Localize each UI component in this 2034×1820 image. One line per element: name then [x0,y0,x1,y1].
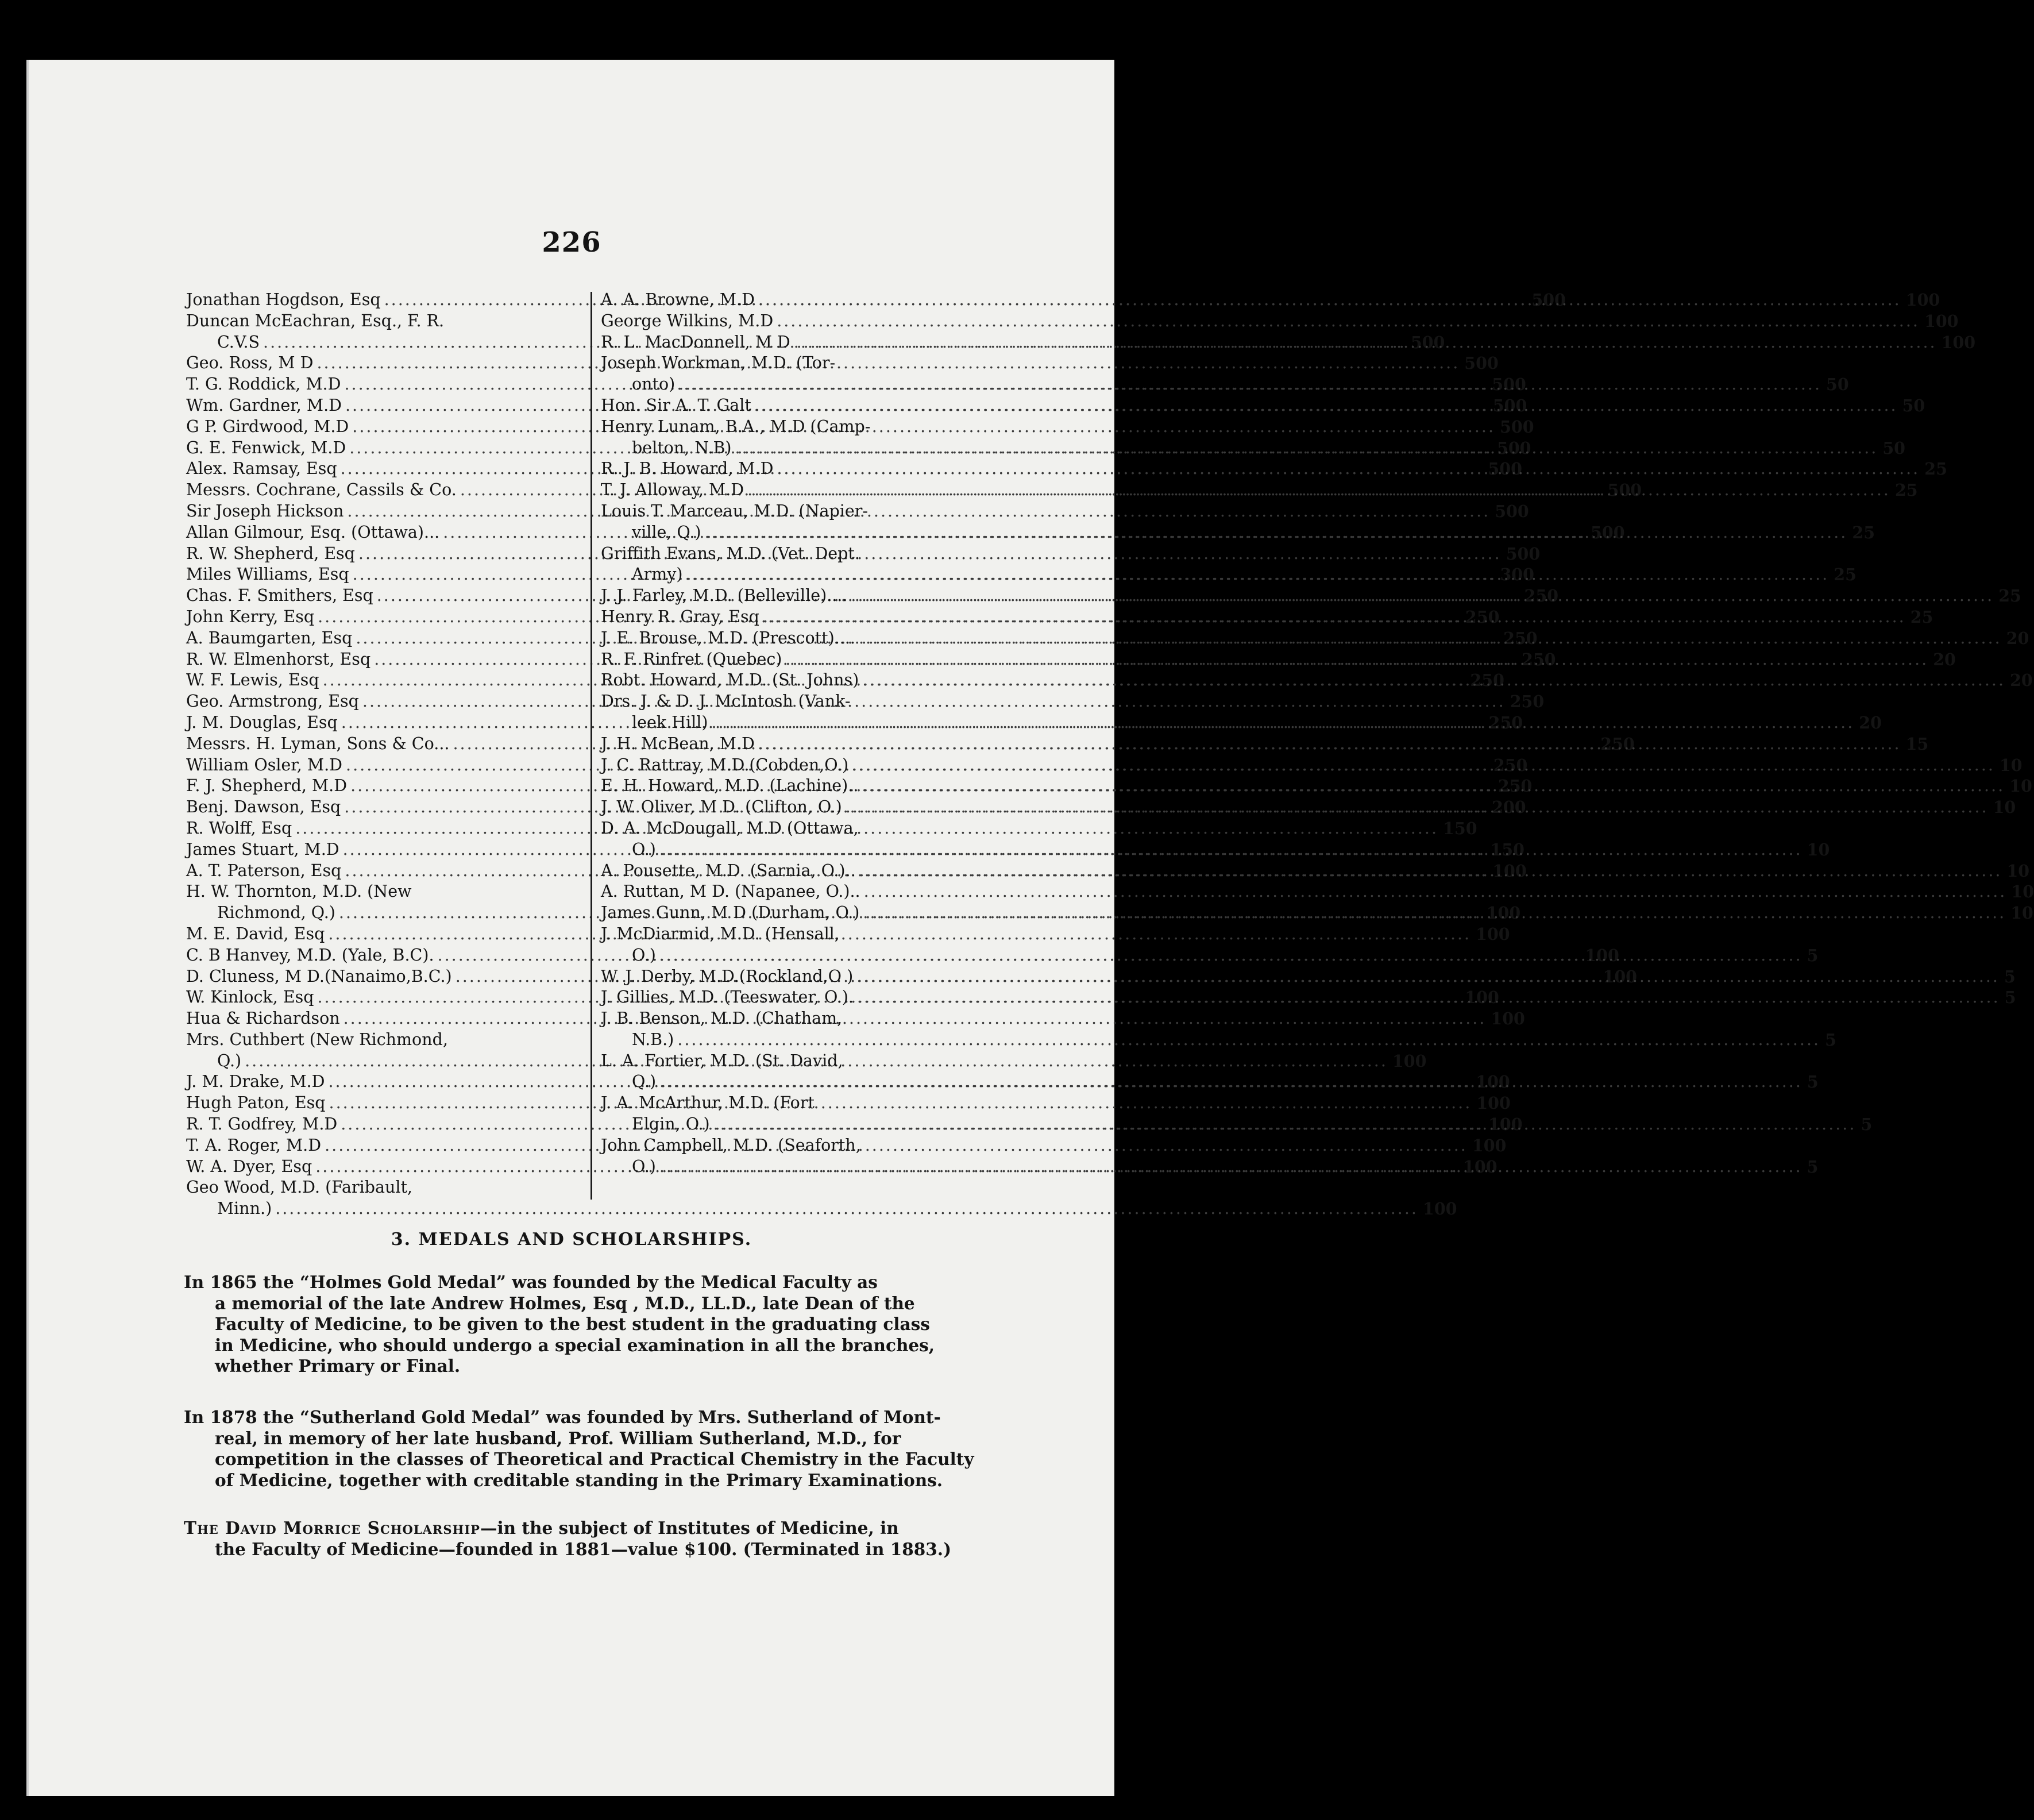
paragraph-line: in Medicine, who should undergo a special examination in all the branches, [215,1335,935,1355]
scholarship-text: —in the subject of Institutes of Medicine, in [480,1518,899,1538]
name-line [186,1198,1418,1220]
subscription-amount: 500 [1591,522,1625,542]
subscriber-name [601,776,2005,797]
dot-leader [846,797,1989,818]
subscription-amount: 100 [1422,1199,1457,1219]
name-text: Benj. Dawson, Esq [186,797,341,817]
subscription-amount: 50 [1826,375,1849,395]
dot-leader [747,480,1890,501]
subscription-entry [601,881,2034,903]
name-line [601,1135,1803,1156]
name-text: R. T. Godfrey, M.D [186,1115,338,1134]
subscriber-name [601,1008,1820,1051]
subscription-amount: 500 [1492,395,1527,415]
name-line [601,881,2006,903]
subscription-amount: 100 [1585,945,1619,965]
subscriber-name [601,861,2002,882]
dot-leader [777,311,1920,332]
subscription-amount: 25 [1894,480,1918,500]
name-text: R. J. B. Howard, M.D [601,459,774,479]
subscriber-name [601,628,2002,649]
name-text: C.V.S [217,332,260,352]
subscription-amount: 250 [1600,734,1635,754]
subscription-entry [186,839,1524,861]
section-heading: 3. MEDALS AND SCHOLARSHIPS. [391,1229,752,1250]
name-text: William Osler, M.D [186,755,343,774]
subscription-amount: 100 [1476,924,1510,944]
subscriber-name [601,585,1994,607]
subscriber-name [601,1093,1856,1135]
document-page [26,60,2034,1796]
dot-leader [851,585,1994,607]
subscriber-name [601,353,1821,395]
name-text: J. E. Brouse, M.D. (Prescott).... [601,628,855,647]
subscription-amount: 25 [1998,586,2021,606]
name-text: J. McDiarmid, M.D. (Hensall, [601,924,840,943]
subscription-amount: 10 [2010,903,2033,923]
dot-leader [863,903,2006,924]
name-line [186,1177,1418,1198]
name-line [601,311,1920,332]
subscriber-name [601,649,1928,670]
name-text: Messrs. Cochrane, Cassils & Co. [186,480,457,500]
subscription-amount: 100 [1392,1051,1427,1071]
name-text: Allan Gilmour, Esq. (Ottawa)... [186,522,440,542]
name-line [601,839,1803,861]
name-line [601,755,1995,776]
subscription-amount: 300 [1500,565,1534,585]
name-text: onto) [632,375,676,394]
name-text: L. A. Fortier, M.D. (St. David, [601,1051,843,1070]
name-text: Geo. Ross, M D [186,353,314,373]
name-line [601,734,1901,755]
name-text: R. Wolff, Esq [186,818,292,838]
name-line [601,1029,1820,1051]
name-text: W. F. Lewis, Esq [186,670,319,690]
subscriber-name [601,797,1989,818]
dot-leader [659,945,1803,966]
name-text: Miles Williams, Esq [186,565,349,584]
subscription-amount: 100 [1476,1072,1510,1092]
name-text: R. L. MacDonnell, M D [601,332,790,352]
subscription-amount: 5 [1861,1115,1873,1135]
name-text: J. M. Drake, M.D [186,1072,325,1092]
name-text: Duncan McEachran, Esq., F. R. [186,311,445,330]
name-line [601,649,1928,670]
name-line [601,522,1847,543]
subscriber-name [601,966,2000,988]
name-text: Messrs. H. Lyman, Sons & Co... [186,734,450,753]
name-text: J. C. Rattray, M.D.(Cobden,O.) [601,755,849,774]
name-text: E. H. Howard, M.D. (Lachine).. [601,776,859,796]
name-line [601,818,1803,839]
subscription-amount: 200 [1492,797,1526,818]
subscriber-name [601,881,2006,903]
name-line [601,480,1890,501]
subscription-amount: 500 [1495,501,1529,521]
name-text: J. J. Farley, M.D. (Belleville).... [601,586,848,606]
name-text: Hon. Sir A. T. Galt [601,395,751,415]
subscription-amount: 500 [1506,543,1541,564]
dot-leader [758,290,1901,311]
subscription-amount: 500 [1496,438,1531,458]
subscription-amount: 5 [1807,1156,1819,1177]
name-text: F. J. Shepherd, M.D [186,776,348,796]
dot-leader [758,734,1901,755]
subscription-amount: 5 [2004,988,2016,1008]
subscription-amount: 5 [1807,1072,1819,1092]
subscription-amount: 500 [1500,417,1534,437]
dot-leader [677,1029,1820,1051]
subscriber-name [601,501,1847,543]
name-text: Geo Wood, M.D. (Faribault, [186,1178,412,1197]
paragraph-line [184,1518,988,1539]
dot-leader [859,628,2002,649]
subscriber-name [601,480,1890,501]
name-text: Minn.) [217,1199,272,1219]
subscription-amount: 250 [1465,607,1500,627]
subscription-amount: 5 [1807,945,1819,965]
name-text: Henry Lunam, B.A., M.D (Camp- [601,417,871,436]
subscription-amount: 150 [1443,818,1477,838]
subscriber-name [601,1135,1803,1178]
column-divider [590,292,592,1200]
subscription-entry [186,1071,1510,1093]
name-text: Jonathan Hogdson, Esq [186,290,381,309]
dot-leader [275,1198,1418,1220]
dot-leader [862,670,2005,691]
name-text: J. Gillies, M.D. (Teeswater, O.). [601,988,854,1007]
name-line [601,458,1920,480]
name-text: R. W. Elmenhorst, Esq [186,649,371,669]
name-line [601,966,2000,988]
name-text: Joseph Workman, M.D. (Tor- [601,353,836,373]
name-line [601,776,2005,797]
name-text: James Stuart, M.D [186,839,339,859]
subscription-amount: 20 [1933,649,1956,669]
name-line [601,438,1878,459]
subscription-amount: 10 [2009,776,2032,796]
subscription-amount: 100 [1463,1156,1497,1177]
name-text: G. E. Fenwick, M.D [186,438,346,457]
name-text: T. J. Alloway, M.D [601,480,744,500]
subscriber-name [186,1177,1418,1220]
dot-leader [713,1114,1857,1135]
subscription-amount: 100 [1905,290,1940,310]
subscriber-name [601,1051,1803,1093]
name-text: Q.) [632,1072,657,1092]
dot-leader [856,966,2000,988]
subscription-amount: 10 [1993,797,2016,818]
name-text: J. H. McBean, M.D [601,734,755,753]
name-line [601,585,1994,607]
dot-leader [857,987,2000,1008]
dot-leader [686,564,1829,585]
name-text: N.B.) [632,1029,674,1049]
subscription-amount: 25 [1852,522,1875,542]
name-text: R. F. Rinfret (Quebec) [601,649,782,669]
name-text: C. B Hanvey, M.D. (Yale, B.C). [186,945,434,965]
name-text: D. Cluness, M D.(Nanaimo,B.C.) [186,966,452,986]
dot-leader [777,458,1920,480]
subscription-amount: 20 [2010,670,2033,691]
subscription-entry [601,311,1959,332]
dot-leader [712,712,1855,734]
name-text: Sir Joseph Hickson [186,501,344,520]
name-line [601,374,1821,395]
subscriber-name [601,903,2006,924]
subscription-amount: 10 [1807,839,1830,859]
name-text: J. M. Douglas, Esq [186,712,338,732]
subscription-amount: 500 [1492,375,1526,395]
name-line [601,712,1854,734]
subscription-amount: 250 [1510,692,1545,712]
subscription-amount: 500 [1607,480,1642,500]
name-line [601,945,1803,966]
name-text: A. T. Paterson, Esq [186,861,342,880]
name-text: Hua & Richardson [186,1009,340,1028]
subscription-amount: 100 [1472,1135,1507,1155]
name-text: Geo. Armstrong, Esq [186,692,359,711]
subscription-amount: 100 [1465,988,1499,1008]
dot-leader [678,374,1821,395]
name-text: Louis T. Marceau, M.D. (Napier- [601,501,868,520]
dot-leader [755,395,1898,417]
dot-leader [794,332,1937,353]
name-text: James Gunn, M D (Durham, O.) [601,903,860,923]
name-text: Robt. Howard, M.D. (St. Johns) [601,670,859,690]
morrice-scholarship-paragraph [184,1518,988,1560]
subscription-amount: 100 [1492,861,1527,881]
subscription-amount: 25 [1910,607,1933,627]
subscription-amount: 100 [1476,1093,1511,1113]
dot-leader [862,776,2005,797]
name-text: G P. Girdwood, M.D [186,417,349,436]
name-line [601,1051,1803,1072]
name-text: O.) [632,1156,656,1176]
dot-leader [735,438,1878,459]
subscription-amount: 10 [2006,861,2030,881]
name-line [601,501,1847,522]
name-text: T. A. Roger, M.D [186,1135,322,1155]
subscriber-name [601,987,2000,1008]
subscription-amount: 250 [1493,755,1528,775]
subscription-entry [186,1177,1457,1220]
sutherland-medal-paragraph [184,1407,988,1491]
name-text: leek Hill) [632,712,708,732]
paragraph-line: real, in memory of her late husband, Prof. William Sutherland, M.D., for [215,1428,901,1448]
dot-leader [659,1156,1803,1178]
name-text: Henry R. Gray, Esq [601,607,759,626]
name-text: H. W. Thornton, M.D. (New [186,882,412,901]
page-number: 226 [542,226,601,259]
name-line [601,691,1854,712]
name-line [601,797,1989,818]
dot-leader [852,755,1995,776]
subscription-amount: 500 [1464,353,1499,373]
name-text: M. E. David, Esq [186,924,325,943]
name-text: John Kerry, Esq [186,607,315,626]
subscriber-name [601,924,1803,966]
subscription-amount: 25 [1834,565,1857,585]
subscriber-name [601,670,2005,691]
subscription-amount: 150 [1490,839,1524,859]
subscription-amount: 50 [1882,438,1906,458]
name-text: Mrs. Cuthbert (New Richmond, [186,1029,448,1049]
subscription-amount: 5 [1825,1029,1836,1050]
subscriber-name [601,818,1803,861]
subscription-amount: 500 [1531,290,1566,310]
subscription-amount: 500 [1410,332,1445,352]
subscriber-name [601,543,1829,586]
subscription-amount: 50 [1902,395,1925,415]
name-text: O.) [632,945,656,965]
subscriber-name [601,290,1901,311]
subscription-amount: 100 [1924,311,1959,331]
subscriber-name [601,395,1898,417]
name-text: Griffith Evans, M.D. (Vet. Dept. [601,543,860,563]
subscription-amount: 250 [1470,670,1504,691]
dot-leader [659,1071,1803,1093]
subscriber-name [601,332,1937,353]
name-text: Elgin, O.) [632,1115,710,1134]
holmes-medal-paragraph [184,1272,988,1377]
subscription-amount: 100 [1486,903,1521,923]
name-line [601,353,1821,374]
name-line [601,861,2002,882]
paragraph-line: In 1878 the “Sutherland Gold Medal” was founded by Mrs. Sutherland of Mont- [184,1407,941,1427]
subscription-amount: 25 [1924,459,1947,479]
subscription-amount: 100 [1488,1115,1523,1135]
name-text: J. A. McArthur, M.D. (Fort [601,1093,815,1113]
name-text: A. Ruttan, M D. (Napanee, O.).. [601,882,860,901]
paragraph-line: competition in the classes of Theoretical and Practical Chemistry in the Faculty [215,1449,974,1470]
name-line [601,564,1829,585]
name-line [601,1071,1803,1093]
subscription-entry [186,1156,1497,1178]
subscription-amount: 250 [1488,712,1523,732]
subscription-amount: 100 [1491,1009,1525,1029]
dot-leader [763,607,1906,628]
paragraph-line: whether Primary or Final. [215,1356,461,1376]
subscription-amount: 500 [1488,459,1522,479]
scholarship-name: The David Morrice Scholarship [184,1518,480,1538]
subscription-amount: 100 [1603,966,1637,986]
paragraph-line: of Medicine, together with creditable standing in the Primary Examinations. [215,1470,943,1490]
name-line [601,417,1878,438]
subscriber-name [601,755,1995,776]
subscription-amount: 15 [1905,734,1929,754]
name-line [601,543,1829,565]
subscription-amount: 20 [2006,628,2029,648]
name-text: John Campbell, M.D. (Seaforth, [601,1135,861,1155]
name-line [601,1093,1856,1114]
subscriber-name [601,417,1878,459]
name-line [601,395,1898,417]
subscription-amount: 20 [1859,712,1882,732]
name-line [601,628,2002,649]
name-text: Drs. J. & D. J. McIntosh (Vank- [601,692,851,711]
paragraph-line: a memorial of the late Andrew Holmes, Esq , M.D., LL.D., late Dean of the [215,1293,915,1313]
name-line [601,903,2006,924]
name-text: D. A. McDougall, M.D (Ottawa, [601,818,859,838]
dot-leader [705,522,1848,543]
name-text: A. A. Browne, M.D [601,290,755,309]
name-text: W. J. Derby, M.D.(Rockland,O ) [601,966,854,986]
paragraph-line: the Faculty of Medicine—founded in 1881—value $100. (Terminated in 1883.) [215,1538,952,1559]
name-line [601,332,1937,353]
name-text: O.) [632,839,656,859]
name-text: Army) [632,565,683,584]
subscriber-name [601,734,1901,755]
subscription-amount: 10 [1999,755,2023,775]
name-text: George Wilkins, M.D [601,311,774,330]
name-line [601,290,1901,311]
name-text: Richmond, Q.) [217,903,335,923]
name-text: A. Pousette, M.D. (Sarnia, O.).. [601,861,856,880]
name-line [601,1156,1803,1178]
name-text: A. Baumgarten, Esq [186,628,353,647]
name-text: belton, N.B) [632,438,732,457]
subscription-amount: 250 [1497,776,1533,796]
name-text: ville, Q.) [632,522,701,542]
subscription-amount: 5 [2004,966,2016,986]
paragraph-line: Faculty of Medicine, to be given to the best student in the graduating class [215,1314,930,1335]
dot-leader [659,839,1803,861]
name-line [601,607,1906,628]
name-line [601,1114,1856,1135]
name-text: R. W. Shepherd, Esq [186,543,355,563]
name-line [601,987,2000,1008]
name-text: T. G. Roddick, M.D [186,375,341,394]
subscriber-name [601,607,1906,628]
name-text: Chas. F. Smithers, Esq [186,586,373,606]
subscription-amount: 250 [1521,649,1556,669]
name-text: Wm. Gardner, M.D [186,395,342,415]
dot-leader [785,649,1928,670]
name-text: W. A. Dyer, Esq [186,1156,312,1176]
dot-leader [859,861,2002,882]
name-text: J. W. Oliver, M D. (Clifton, O.) [601,797,842,817]
name-text: Q.) [217,1051,242,1070]
subscriber-name [601,691,1854,734]
subscription-amount: 10 [2011,882,2034,902]
subscription-amount: 250 [1524,586,1559,606]
name-line [601,1008,1820,1029]
dot-leader [864,881,2007,903]
name-text: Alex. Ramsay, Esq [186,459,337,479]
name-line [601,924,1803,945]
subscription-entry [186,945,1619,966]
subscription-amount: 100 [1941,332,1976,352]
subscriber-name [601,311,1920,332]
name-text: J. B. Benson, M.D. (Chatham, [601,1009,843,1028]
name-text: Hugh Paton, Esq [186,1093,326,1113]
subscription-amount: 250 [1503,628,1538,648]
paragraph-line: In 1865 the “Holmes Gold Medal” was founded by the Medical Faculty as [184,1272,878,1292]
name-text: W. Kinlock, Esq [186,988,314,1007]
name-line [601,670,2005,691]
subscriber-name [601,458,1920,480]
